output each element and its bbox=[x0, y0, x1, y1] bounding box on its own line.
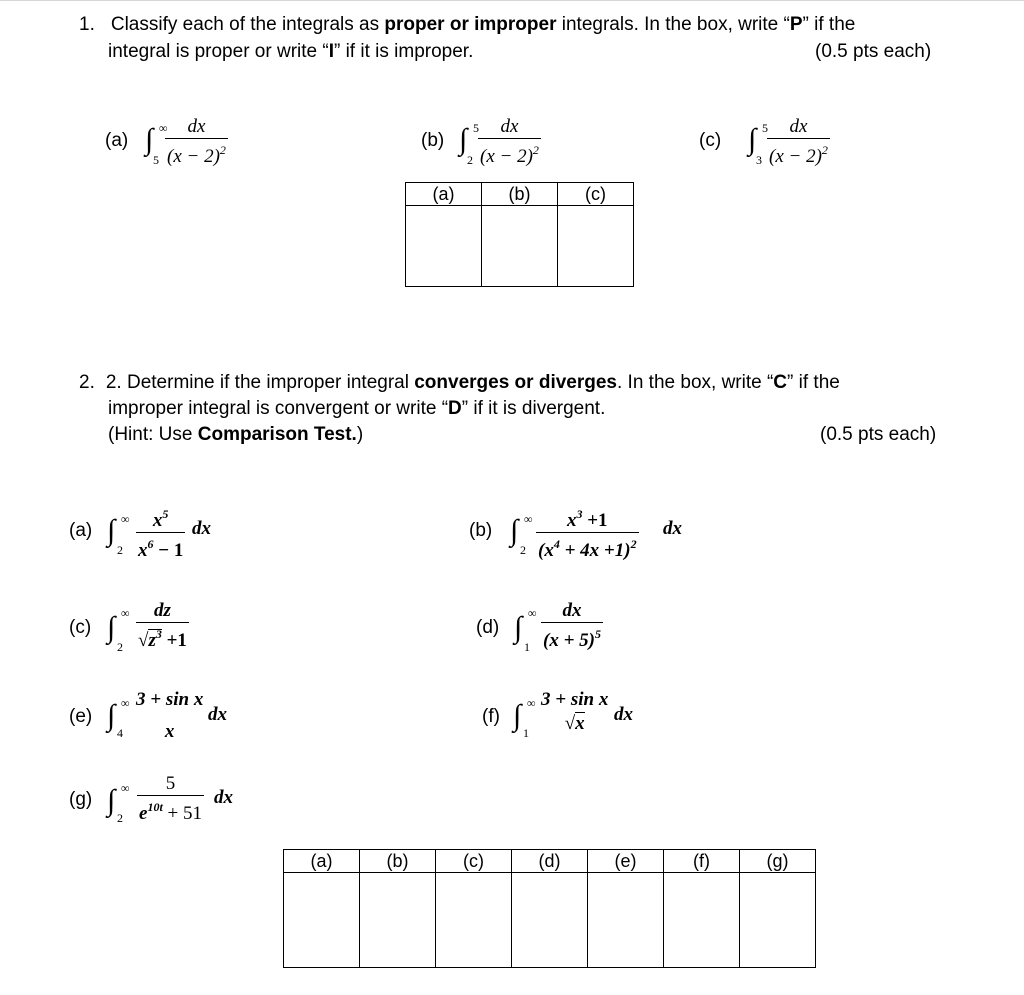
answer-header-b: (b) bbox=[482, 183, 558, 206]
top-rule bbox=[0, 0, 1024, 1]
denominator: $(x - 2)^2$ bbox=[167, 143, 226, 167]
item-label: (a) bbox=[69, 520, 93, 541]
integral-sign: ∫ bbox=[748, 123, 757, 156]
q2-text: ” if it is divergent. bbox=[461, 398, 606, 419]
upper-limit: ∞ bbox=[121, 781, 130, 795]
integrand-fraction bbox=[136, 600, 189, 652]
answer-header-d: (d) bbox=[512, 850, 588, 873]
lower-limit: 2 bbox=[117, 811, 123, 825]
q2-emphasis: converges or diverges bbox=[414, 372, 617, 393]
lower-limit: 2 bbox=[117, 543, 123, 557]
answer-header-f: (f) bbox=[664, 850, 740, 873]
integrand-fraction bbox=[767, 116, 830, 168]
item-label: (f) bbox=[482, 706, 500, 727]
item-label: (a) bbox=[105, 130, 129, 151]
numerator: 3 + sin x bbox=[541, 689, 609, 710]
q2-line-2 bbox=[79, 396, 969, 422]
answer-box-c[interactable] bbox=[558, 206, 634, 287]
radical-sign: √ bbox=[564, 713, 576, 734]
integrand-fraction bbox=[541, 600, 603, 652]
q2-text: ” if the bbox=[787, 372, 840, 393]
answer-box-c[interactable] bbox=[436, 873, 512, 968]
integral-sign: ∫ bbox=[145, 123, 154, 156]
numerator: 5 bbox=[165, 773, 176, 794]
q1-line-1 bbox=[79, 11, 959, 38]
q2-number: 2. bbox=[79, 372, 95, 393]
integral-sign: ∫ bbox=[514, 611, 523, 644]
q2-line-1 bbox=[79, 370, 969, 396]
lower-limit: 5 bbox=[153, 153, 159, 167]
lower-limit: 2 bbox=[520, 543, 526, 557]
integrand-fraction bbox=[165, 116, 228, 168]
denominator: $√z^3 +1$ bbox=[138, 627, 187, 651]
q2-letter-d: D bbox=[448, 398, 462, 419]
answer-header-g: (g) bbox=[740, 850, 816, 873]
q1-text: integrals. In the box, write “ bbox=[556, 14, 790, 35]
integrand-fraction bbox=[536, 503, 639, 562]
item-label: (b) bbox=[421, 130, 445, 151]
denominator: x bbox=[164, 721, 175, 742]
item-label: (e) bbox=[69, 706, 93, 727]
numerator: dz bbox=[154, 600, 171, 621]
differential: dx bbox=[214, 787, 233, 808]
q1-number: 1. bbox=[79, 14, 95, 35]
q2-hint: ) bbox=[356, 424, 364, 445]
q1-text: ” if it is improper. bbox=[333, 41, 474, 62]
lower-limit: 2 bbox=[467, 153, 473, 167]
differential: dx bbox=[208, 704, 227, 725]
differential: dx bbox=[614, 704, 633, 725]
answer-header-a: (a) bbox=[406, 183, 482, 206]
numerator: dx bbox=[187, 116, 206, 137]
upper-limit: ∞ bbox=[528, 606, 537, 620]
lower-limit: 1 bbox=[524, 640, 530, 654]
upper-limit: ∞ bbox=[121, 696, 130, 710]
answer-header-b: (b) bbox=[360, 850, 436, 873]
q1-emphasis: proper or improper bbox=[384, 14, 557, 35]
answer-table-header bbox=[406, 183, 634, 206]
upper-limit: ∞ bbox=[159, 121, 168, 135]
integral-sign: ∫ bbox=[510, 514, 519, 547]
q2-answer-table bbox=[283, 849, 816, 968]
numerator: dx bbox=[562, 600, 582, 621]
integral-sign: ∫ bbox=[513, 699, 522, 732]
integral-sign: ∫ bbox=[107, 514, 116, 547]
item-label: (c) bbox=[699, 130, 722, 151]
q1-answer-table bbox=[405, 182, 634, 287]
denominator: $(x^4 + 4x +1)^2$ bbox=[538, 537, 637, 561]
answer-box-a[interactable] bbox=[284, 873, 360, 968]
denominator: $e^{10t} + 51$ bbox=[139, 800, 202, 824]
lower-limit: 3 bbox=[756, 153, 762, 167]
differential: dx bbox=[192, 518, 211, 539]
denominator: $(x - 2)^2$ bbox=[480, 143, 539, 167]
answer-box-b[interactable] bbox=[360, 873, 436, 968]
upper-limit: 5 bbox=[762, 121, 768, 135]
item-label: (g) bbox=[69, 789, 93, 810]
integrand-fraction bbox=[136, 503, 185, 562]
numerator: 3 + sin x bbox=[136, 689, 204, 710]
q2-letter-c: C bbox=[773, 372, 788, 393]
upper-limit: ∞ bbox=[121, 512, 130, 526]
item-label: (d) bbox=[476, 617, 500, 638]
q2-points: (0.5 pts each) bbox=[820, 424, 937, 445]
integrand-fraction bbox=[134, 689, 205, 743]
integral-sign: ∫ bbox=[107, 611, 116, 644]
answer-header-e: (e) bbox=[588, 850, 664, 873]
answer-table-header bbox=[284, 850, 816, 873]
item-label: (c) bbox=[69, 617, 92, 638]
integrand-fraction bbox=[478, 116, 541, 168]
answer-header-c: (c) bbox=[436, 850, 512, 873]
denominator: $x^6 - 1$ bbox=[138, 537, 184, 561]
denominator: $(x + 5)^5$ bbox=[543, 627, 601, 651]
q1-points: (0.5 pts each) bbox=[815, 41, 932, 62]
integral-sign: ∫ bbox=[107, 699, 116, 732]
numerator: dx bbox=[789, 116, 808, 137]
item-label: (b) bbox=[469, 520, 493, 541]
q1-letter-i: I bbox=[328, 41, 334, 62]
upper-limit: 5 bbox=[473, 121, 479, 135]
differential: dx bbox=[663, 518, 682, 539]
integrand-fraction bbox=[539, 689, 610, 735]
integrand-fraction bbox=[137, 773, 204, 825]
lower-limit: 1 bbox=[523, 726, 529, 740]
radical-sign: √ bbox=[138, 630, 149, 651]
answer-header-a: (a) bbox=[284, 850, 360, 873]
q1-letter-p: P bbox=[789, 14, 803, 35]
numerator: $x^3 +1$ bbox=[566, 507, 608, 531]
answer-box-a[interactable] bbox=[406, 206, 482, 287]
upper-limit: ∞ bbox=[527, 696, 536, 710]
numerator: dx bbox=[500, 116, 519, 137]
answer-box-g[interactable] bbox=[740, 873, 816, 968]
answer-box-f[interactable] bbox=[664, 873, 740, 968]
upper-limit: ∞ bbox=[524, 512, 533, 526]
answer-box-d[interactable] bbox=[512, 873, 588, 968]
q2-hint-test: Comparison Test. bbox=[197, 424, 357, 445]
q2-text: improper integral is convergent or write “ bbox=[108, 398, 449, 419]
q1-text: Classify each of the integrals as bbox=[110, 14, 385, 35]
q2-hint: (Hint: Use bbox=[108, 424, 198, 445]
q1-text: integral is proper or write “ bbox=[108, 41, 329, 62]
numerator: $x^5$ bbox=[152, 507, 169, 531]
answer-box-e[interactable] bbox=[588, 873, 664, 968]
lower-limit: 2 bbox=[117, 640, 123, 654]
denominator: √x bbox=[564, 713, 585, 734]
answer-box-b[interactable] bbox=[482, 206, 558, 287]
q2-text: . In the box, write “ bbox=[617, 372, 774, 393]
integral-sign: ∫ bbox=[459, 123, 468, 156]
answer-header-c: (c) bbox=[558, 183, 634, 206]
integral-sign: ∫ bbox=[107, 784, 116, 817]
upper-limit: ∞ bbox=[121, 606, 130, 620]
denominator: $(x - 2)^2$ bbox=[769, 143, 828, 167]
lower-limit: 4 bbox=[117, 726, 123, 740]
q1-text: ” if the bbox=[802, 14, 856, 35]
q2-text: 2. Determine if the improper integral bbox=[105, 372, 415, 393]
